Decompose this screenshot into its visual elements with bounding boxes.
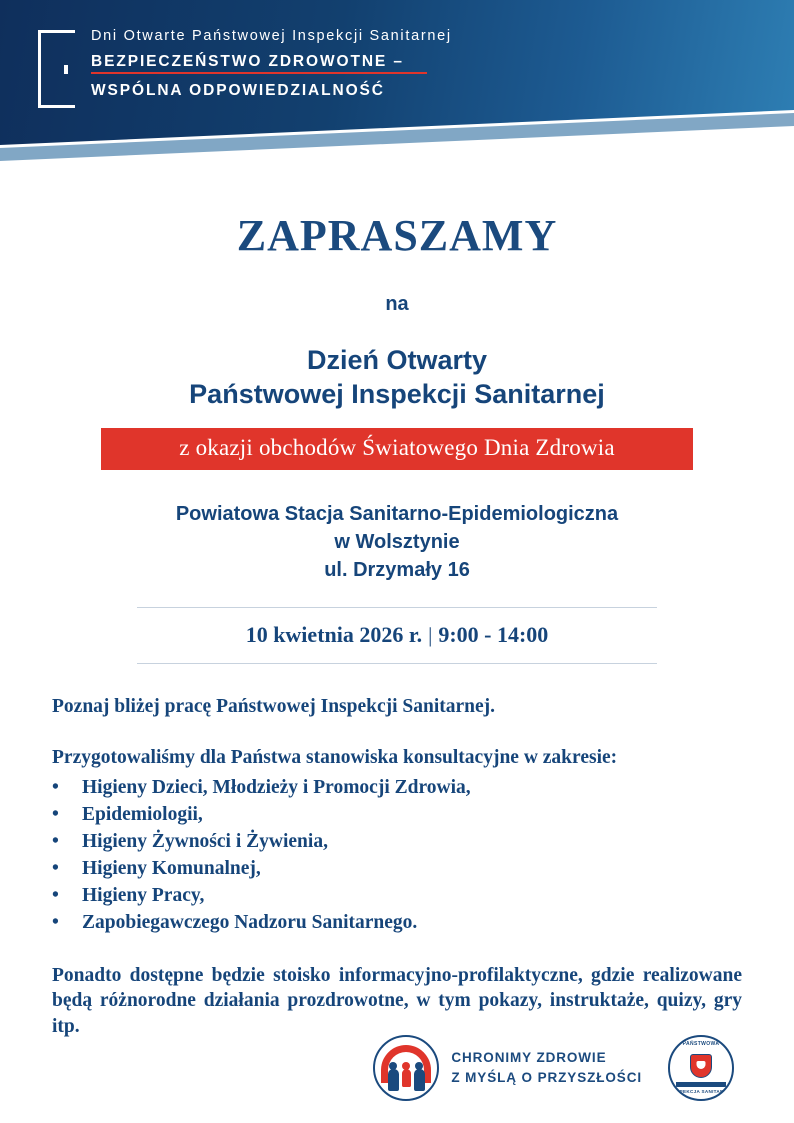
consultation-heading: Przygotowaliśmy dla Państwa stanowiska konsultacyjne w zakresie: [52, 747, 618, 769]
footer-logos [0, 1035, 794, 1101]
intro-paragraph: Poznaj bliżej pracę Państwowej Inspekcji Sanitarnej. [52, 695, 496, 717]
date-time-separator: | [428, 622, 433, 647]
chronimy-slogan-line-2: Z MYŚLĄ O PRZYSZŁOŚCI [451, 1070, 642, 1085]
bullet-icon: • [52, 857, 59, 879]
venue-block [52, 500, 742, 585]
poster-body [0, 210, 794, 1040]
chronimy-zdrowie-logo [373, 1035, 642, 1101]
pis-logo-bottom-text: INSPEKCJA SANITARNA [671, 1089, 731, 1094]
header-slogan-line-1-text: BEZPIECZEŃSTWO ZDROWOTNE – [91, 53, 404, 70]
event-title [52, 344, 742, 412]
closing-paragraph: Ponadto dostępne będzie stoisko informacyjno-profilaktyczne, gdzie realizowane będą różnorodne działania prozdrowotne, w tym pokazy, instruktaże, quizy, gry itp. [52, 964, 742, 1038]
figure-adult-icon [388, 1069, 399, 1091]
list-item-label: Higieny Dzieci, Młodzieży i Promocji Zdrowia, [82, 777, 471, 799]
chronimy-slogan-line-1: CHRONIMY ZDROWIE [451, 1049, 607, 1065]
page-header [0, 0, 794, 165]
consultation-list [52, 775, 742, 936]
invitation-preposition: na [385, 293, 409, 315]
venue-street: ul. Drzymały 16 [324, 559, 470, 582]
panstwowa-inspekcja-sanitarna-logo [668, 1035, 734, 1101]
header-slogan-line-1 [91, 53, 404, 74]
venue-institution: Powiatowa Stacja Sanitarno-Epidemiologiczna [175, 502, 619, 525]
list-item [52, 856, 742, 883]
pis-logo-top-text: PAŃSTWOWA [682, 1041, 720, 1047]
venue-city: w Wolsztynie [334, 530, 460, 553]
list-item [52, 829, 742, 856]
event-title-line-1: Dzień Otwarty [306, 345, 488, 375]
eagle-shield-icon [690, 1054, 712, 1078]
list-item [52, 775, 742, 802]
pis-logo-band [676, 1082, 726, 1087]
bullet-icon: • [52, 884, 59, 906]
family-arc-icon [373, 1035, 439, 1101]
header-campaign-name: Dni Otwarte Państwowej Inspekcji Sanitarnej [91, 28, 452, 44]
list-item [52, 883, 742, 910]
list-item [52, 802, 742, 829]
bullet-icon: • [52, 911, 59, 933]
header-slogan-line-2: WSPÓLNA ODPOWIEDZIALNOŚĆ [91, 82, 385, 99]
bullet-icon: • [52, 804, 59, 826]
bullet-icon: • [52, 830, 59, 852]
invitation-headline: ZAPRASZAMY [236, 211, 558, 260]
list-item-label: Zapobiegawczego Nadzoru Sanitarnego. [82, 911, 418, 933]
list-item-label: Epidemiologii, [82, 804, 203, 826]
header-content [38, 28, 452, 108]
list-item-label: Higieny Pracy, [82, 884, 205, 906]
event-time: 9:00 - 14:00 [438, 621, 549, 647]
figures-group [375, 1069, 437, 1091]
date-time-block [137, 607, 657, 664]
list-item-label: Higieny Żywności i Żywienia, [82, 830, 328, 852]
figure-child-icon [402, 1069, 411, 1087]
list-item [52, 910, 742, 937]
open-door-icon [38, 30, 75, 108]
list-item-label: Higieny Komunalnej, [82, 857, 261, 879]
bullet-icon: • [52, 777, 59, 799]
header-red-underline [91, 72, 427, 74]
header-text-block [91, 28, 452, 100]
event-date: 10 kwietnia 2026 r. [245, 621, 423, 647]
occasion-banner: z okazji obchodów Światowego Dnia Zdrowia [101, 428, 693, 470]
chronimy-slogan [451, 1048, 642, 1089]
event-title-line-2: Państwowej Inspekcji Sanitarnej [189, 378, 605, 409]
figure-adult-icon [414, 1069, 425, 1091]
